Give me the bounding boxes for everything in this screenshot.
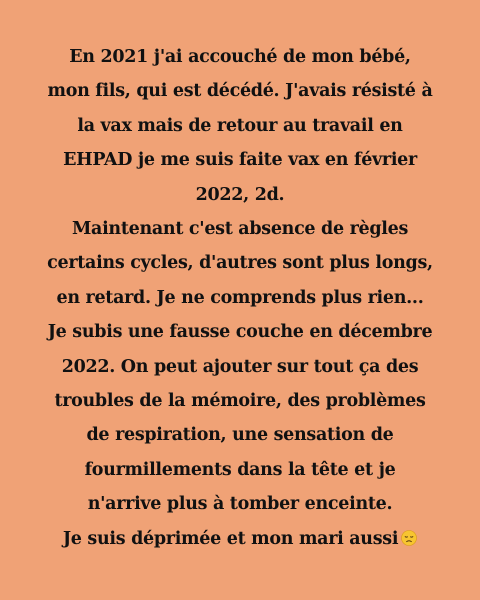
testimony-line-10: 2022. On peut ajouter sur tout ça des — [61, 356, 419, 377]
testimony-line-8: en retard. Je ne comprends plus rien... — [56, 287, 424, 308]
testimony-line-1: En 2021 j'ai accouché de mon bébé, — [69, 47, 411, 67]
testimony-line-4: EHPAD je me suis faite vax en février — [63, 150, 417, 171]
testimony-line-14: n'arrive plus à tomber enceinte. — [87, 494, 393, 515]
testimony-line-12: de respiration, une sensation de — [86, 425, 394, 446]
testimony-line-3: la vax mais de retour au travail en — [77, 115, 403, 136]
testimony-text — [30, 40, 450, 556]
testimony-line-2: mon fils, qui est décédé. J'avais résisté à — [47, 81, 433, 102]
testimony-line-7: certains cycles, d'autres sont plus longs, — [47, 253, 433, 274]
testimony-line-6: Maintenant c'est absence de règles — [71, 219, 409, 240]
testimony-line-15 — [30, 522, 450, 556]
testimony-line-11: troubles de la mémoire, des problèmes — [54, 391, 426, 412]
testimony-line-15-text: Je suis déprimée et mon mari aussi — [62, 528, 399, 549]
testimony-line-9: Je subis une fausse couche en décembre — [47, 322, 433, 343]
testimony-line-5: 2022, 2d. — [195, 184, 285, 205]
testimony-line-13: fourmillements dans la tête et je — [84, 459, 396, 480]
disappointed-face-icon — [401, 530, 417, 546]
